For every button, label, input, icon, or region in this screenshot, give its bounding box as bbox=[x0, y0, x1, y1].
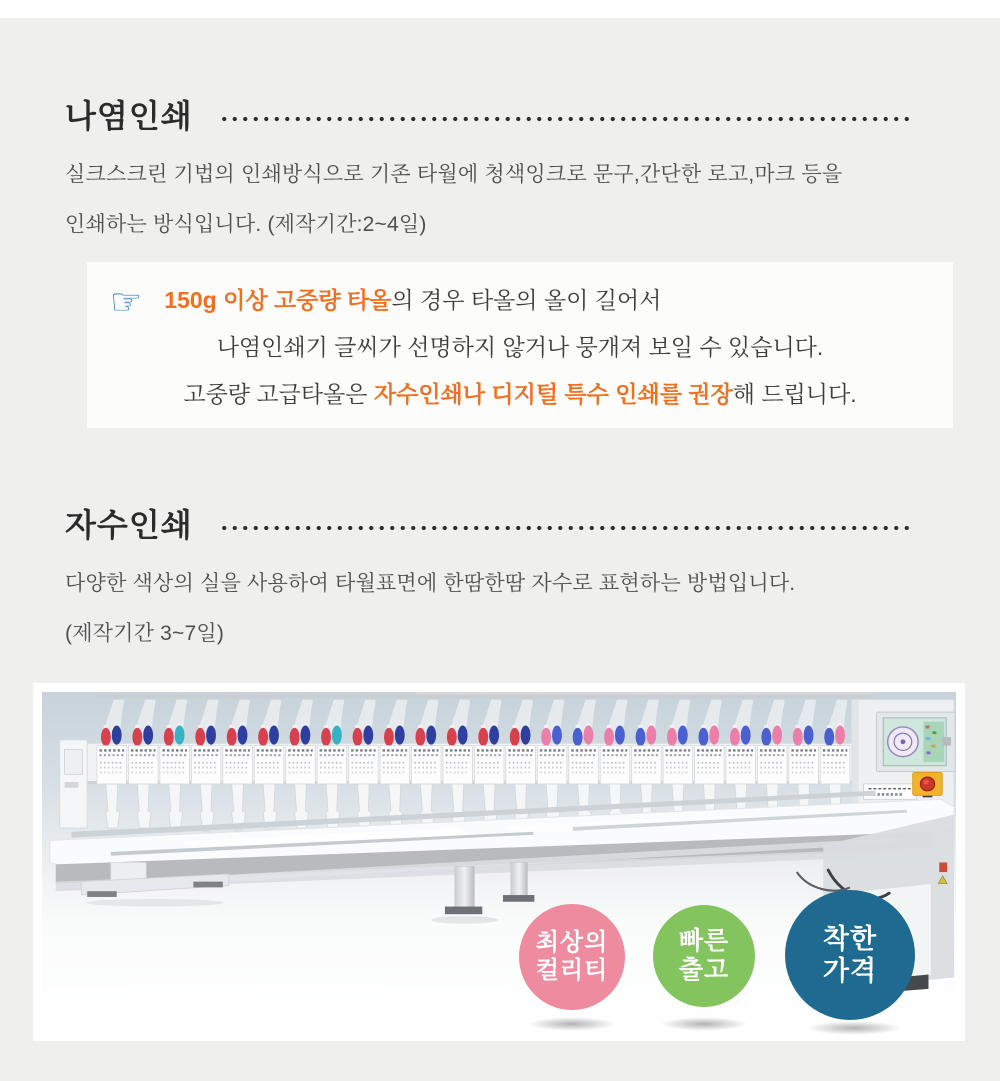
notice-text: 해 드립니다. bbox=[732, 381, 857, 407]
heading-row-embroidery bbox=[65, 505, 935, 545]
section-screen-print bbox=[65, 96, 935, 428]
description-line: 인쇄하는 방식입니다. (제작기간:2~4일) bbox=[65, 213, 427, 236]
badge-text: 출고 bbox=[678, 956, 730, 984]
notice-highlight: 150g 이상 고중량 타올 bbox=[164, 287, 392, 313]
notice-text: 의 경우 타올의 올이 길어서 bbox=[391, 287, 662, 313]
page-top-strip bbox=[0, 0, 1000, 18]
page-content bbox=[0, 18, 1000, 659]
section-title-screen-print: 나염인쇄 bbox=[65, 98, 193, 134]
badge-text: 컬리티 bbox=[535, 957, 609, 984]
notice-highlight: 자수인쇄나 디지털 특수 인쇄를 권장 bbox=[373, 381, 733, 407]
badge-text: 최상의 bbox=[535, 929, 609, 956]
badge-shadow bbox=[528, 1017, 616, 1031]
pointing-hand-icon: ☞ bbox=[110, 280, 143, 322]
badge-good-price bbox=[785, 890, 915, 1020]
description-line: 실크스크린 기법의 인쇄방식으로 기존 타월에 청색잉크로 문구,간단한 로고,마크 등을 bbox=[65, 163, 843, 186]
dotted-divider bbox=[219, 116, 915, 122]
badge-text: 가격 bbox=[822, 956, 878, 986]
badge-text: 빠른 bbox=[678, 927, 730, 955]
section-title-embroidery: 자수인쇄 bbox=[65, 507, 193, 543]
badge-best-quality bbox=[519, 904, 625, 1010]
notice-line-3 bbox=[103, 371, 937, 418]
notice-line-1 bbox=[103, 277, 937, 324]
section-embroidery bbox=[65, 505, 935, 659]
dotted-divider bbox=[219, 525, 915, 531]
badge-shadow bbox=[806, 1021, 902, 1035]
badge-text: 착한 bbox=[822, 924, 878, 954]
machine-left-cap bbox=[60, 740, 88, 828]
heading-row-screen-print bbox=[65, 96, 935, 136]
notice-text: 고중량 고급타올은 bbox=[183, 381, 374, 407]
badge-shadow bbox=[660, 1017, 748, 1031]
description-line: 다양한 색상의 실을 사용하여 타월표면에 한땀한땀 자수로 표현하는 방법입니다. bbox=[65, 572, 796, 595]
embroidery-description bbox=[65, 559, 935, 659]
notice-box bbox=[87, 262, 953, 428]
notice-line-2: 나염인쇄기 글씨가 선명하지 않거나 뭉개져 보일 수 있습니다. bbox=[216, 334, 824, 360]
badge-fast-shipping bbox=[653, 905, 755, 1007]
embroidery-machine-photo bbox=[33, 683, 965, 1041]
description-line: (제작기간 3~7일) bbox=[65, 622, 225, 645]
screen-print-description bbox=[65, 150, 935, 250]
